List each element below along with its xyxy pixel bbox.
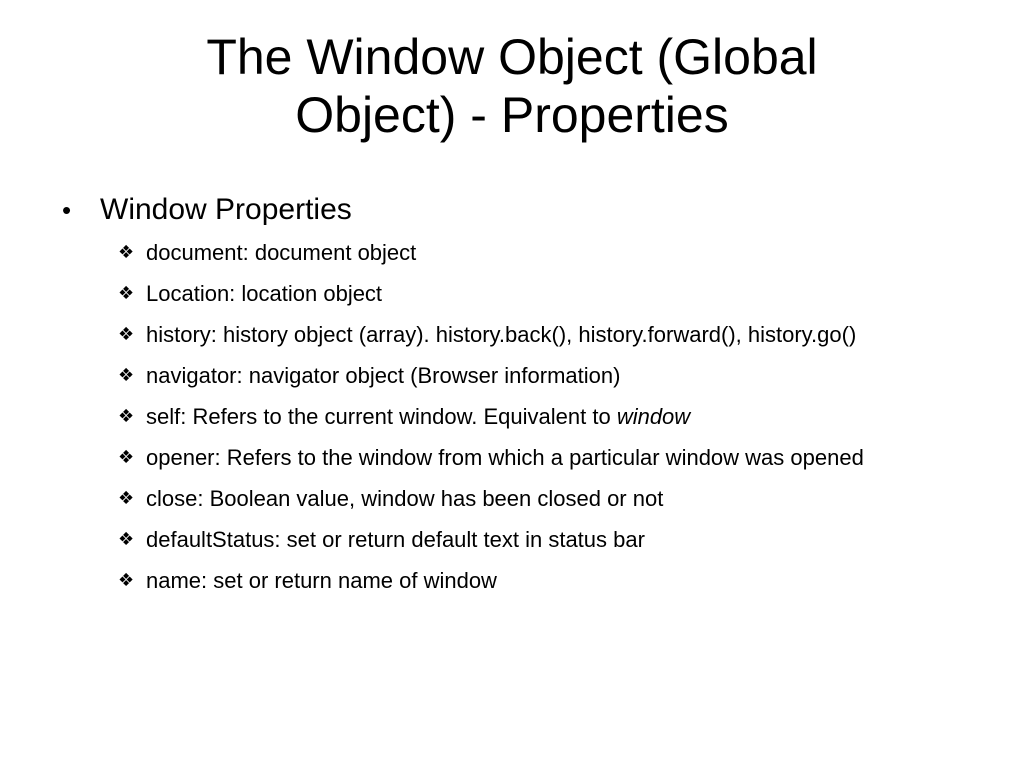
slide-title-line-1: The Window Object (Global xyxy=(206,29,818,85)
diamond-bullet-icon: ❖ xyxy=(118,529,135,550)
list-item-text: document: document object xyxy=(146,240,417,265)
list-item-close xyxy=(62,482,962,515)
slide-title-line-2: Object) - Properties xyxy=(295,87,729,143)
bullet-text: Window Properties xyxy=(100,193,352,226)
list-item-text: Location: location object xyxy=(146,281,383,306)
list-item-text: self: Refers to the current window. Equivalent to xyxy=(146,404,617,429)
list-item-text: name: set or return name of window xyxy=(146,568,497,593)
diamond-bullet-icon: ❖ xyxy=(118,488,135,509)
list-item-text: defaultStatus: set or return default text in status bar xyxy=(146,527,645,552)
list-item-opener xyxy=(62,441,962,474)
properties-list xyxy=(62,236,962,597)
diamond-bullet-icon: ❖ xyxy=(118,406,135,427)
list-item-name xyxy=(62,564,962,597)
diamond-bullet-icon: ❖ xyxy=(118,447,135,468)
list-item-document xyxy=(62,236,962,269)
list-item-navigator xyxy=(62,359,962,392)
list-item-history xyxy=(62,318,962,351)
diamond-bullet-icon: ❖ xyxy=(118,324,135,345)
diamond-bullet-icon: ❖ xyxy=(118,570,135,591)
diamond-bullet-icon: ❖ xyxy=(118,365,135,386)
slide-content xyxy=(62,186,962,605)
diamond-bullet-icon: ❖ xyxy=(118,242,135,263)
list-item-location xyxy=(62,277,962,310)
slide-title xyxy=(60,28,964,144)
list-item-emphasis: window xyxy=(616,404,691,429)
diamond-bullet-icon: ❖ xyxy=(118,283,135,304)
list-item-text: close: Boolean value, window has been closed or not xyxy=(146,486,664,511)
bullet-window-properties xyxy=(62,186,962,234)
list-item-default-status xyxy=(62,523,962,556)
list-item-text: history: history object (array). history.back(), history.forward(), history.go() xyxy=(146,322,857,347)
list-item-self xyxy=(62,400,962,433)
bullet-dot-icon: • xyxy=(62,195,72,225)
list-item-text: navigator: navigator object (Browser information) xyxy=(146,363,621,388)
list-item-text: opener: Refers to the window from which a particular window was opened xyxy=(146,445,864,470)
